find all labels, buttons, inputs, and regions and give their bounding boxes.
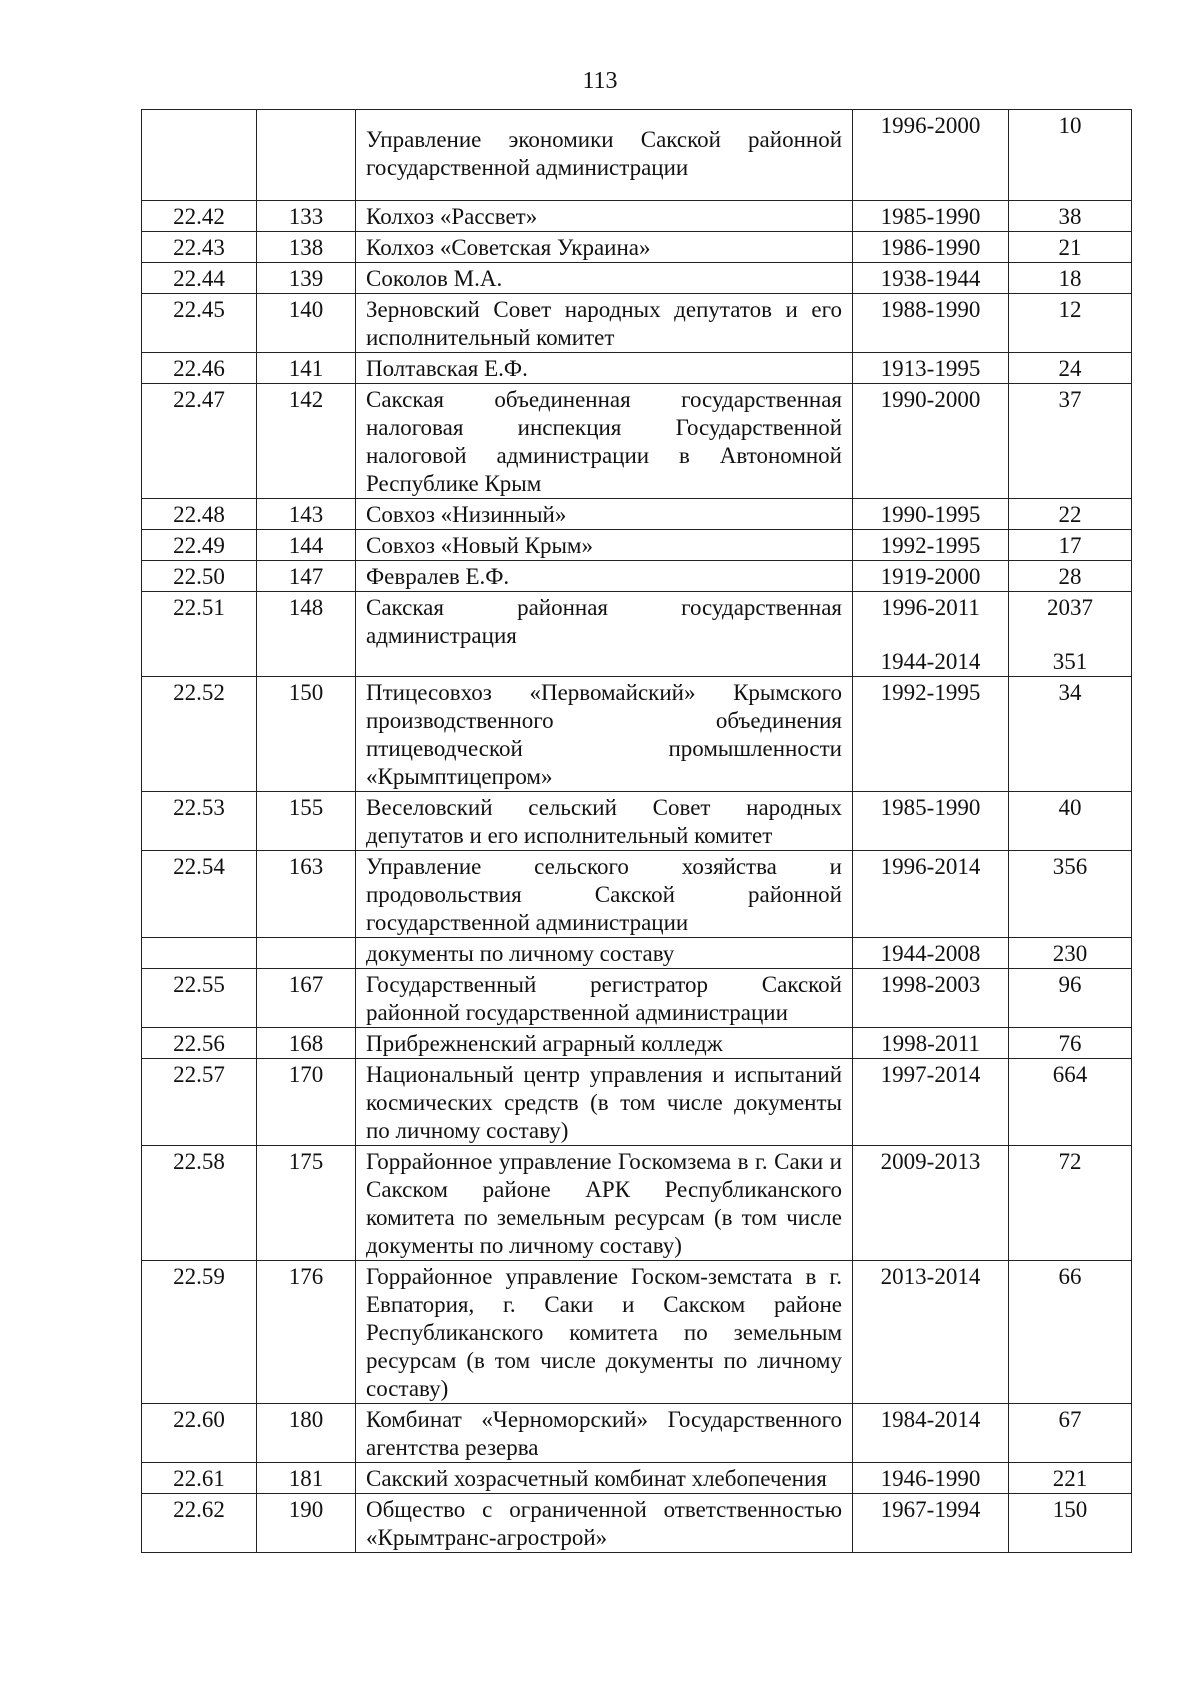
fund-title: Сакский хозрасчетный комбинат хлебопечения (356, 1463, 853, 1494)
date-range-cell (853, 592, 1009, 677)
fund-title: Зерновский Совет народных депутатов и его исполнительный комитет (356, 294, 853, 353)
row-number: 22.45 (142, 294, 257, 353)
date-range-cell (853, 263, 1009, 294)
table-row (142, 263, 1132, 294)
volume-count-cell (1009, 232, 1132, 263)
volume-count: 72 (1058, 1149, 1082, 1174)
fund-title: Сакская объединенная государственная налоговая инспекция Государственной налоговой администрации в Автономной Республике Крым (356, 384, 853, 499)
row-number: 22.43 (142, 232, 257, 263)
date-range: 1992-1995 (880, 533, 981, 558)
volume-count-cell (1009, 677, 1132, 792)
fund-number (257, 110, 356, 201)
row-number: 22.54 (142, 851, 257, 938)
fund-number (257, 938, 356, 969)
fund-number: 148 (257, 592, 356, 677)
fund-title: документы по личному составу (356, 938, 853, 969)
volume-count-cell (1009, 530, 1132, 561)
fund-title: Управление сельского хозяйства и продовольствия Сакской районной государственной администрации (356, 851, 853, 938)
date-range: 1996-2000 (880, 113, 981, 138)
date-range: 2009-2013 (880, 1149, 981, 1174)
row-number: 22.48 (142, 499, 257, 530)
volume-count-cell (1009, 969, 1132, 1028)
table-row (142, 294, 1132, 353)
volume-count: 351 (1052, 649, 1088, 674)
date-range-cell (853, 499, 1009, 530)
volume-count-cell (1009, 851, 1132, 938)
volume-count: 96 (1058, 972, 1082, 997)
fund-title: Комбинат «Черноморский» Государственного агентства резерва (356, 1404, 853, 1463)
fund-number: 139 (257, 263, 356, 294)
date-range: 1996-2011 (881, 595, 980, 620)
volume-count-cell (1009, 1463, 1132, 1494)
volume-count: 34 (1058, 680, 1082, 705)
date-range-cell (853, 792, 1009, 851)
volume-count-cell (1009, 792, 1132, 851)
volume-count: 12 (1058, 297, 1082, 322)
date-range-cell (853, 969, 1009, 1028)
fund-number: 144 (257, 530, 356, 561)
fund-title: Горрайонное управление Госкомзема в г. Саки и Сакском районе АРК Республиканского комитета по земельным ресурсам (в том числе документы по личному составу) (356, 1146, 853, 1261)
date-range: 1992-1995 (880, 680, 981, 705)
date-range-cell (853, 1059, 1009, 1146)
volume-count-cell (1009, 353, 1132, 384)
date-range: 1985-1990 (880, 204, 981, 229)
table-row (142, 592, 1132, 677)
volume-count: 18 (1058, 266, 1082, 291)
fund-title: Февралев Е.Ф. (356, 561, 853, 592)
row-number (142, 938, 257, 969)
table-row (142, 969, 1132, 1028)
row-number: 22.42 (142, 201, 257, 232)
volume-count-cell (1009, 1028, 1132, 1059)
date-range: 1913-1995 (880, 356, 981, 381)
date-range: 1998-2011 (881, 1031, 980, 1056)
volume-count-cell (1009, 938, 1132, 969)
table-row (142, 201, 1132, 232)
fund-title: Управление экономики Сакской районной государственной администрации (356, 110, 853, 201)
volume-count-cell (1009, 384, 1132, 499)
volume-count: 150 (1052, 1497, 1088, 1522)
date-range-cell (853, 851, 1009, 938)
row-number: 22.49 (142, 530, 257, 561)
date-range: 1988-1990 (880, 297, 981, 322)
table-row (142, 530, 1132, 561)
date-range: 1990-1995 (880, 502, 981, 527)
fund-title: Соколов М.А. (356, 263, 853, 294)
table-row (142, 1463, 1132, 1494)
fund-number: 141 (257, 353, 356, 384)
fund-number: 170 (257, 1059, 356, 1146)
volume-count: 221 (1052, 1466, 1088, 1491)
date-range: 1967-1994 (880, 1497, 981, 1522)
date-range: 2013-2014 (880, 1264, 981, 1289)
date-range: 1984-2014 (880, 1407, 981, 1432)
date-range-cell (853, 1463, 1009, 1494)
fund-title: Горрайонное управление Госком-земстата в г. Евпатория, г. Саки и Сакском районе Республиканского комитета по земельным ресурсам (в том числе документы по личному составу) (356, 1261, 853, 1404)
row-number: 22.51 (142, 592, 257, 677)
fund-title: Веселовский сельский Совет народных депутатов и его исполнительный комитет (356, 792, 853, 851)
date-range: 1986-1990 (880, 235, 981, 260)
fund-number: 147 (257, 561, 356, 592)
fund-number: 133 (257, 201, 356, 232)
row-number: 22.44 (142, 263, 257, 294)
date-range: 1938-1944 (880, 266, 981, 291)
row-number: 22.46 (142, 353, 257, 384)
fund-title: Птицесовхоз «Первомайский» Крымского производственного объединения птицеводческой промышленности «Крымптицепром» (356, 677, 853, 792)
volume-count-cell (1009, 201, 1132, 232)
volume-count-cell (1009, 592, 1132, 677)
fund-title: Совхоз «Низинный» (356, 499, 853, 530)
fund-title: Полтавская Е.Ф. (356, 353, 853, 384)
date-range-cell (853, 232, 1009, 263)
volume-count: 38 (1058, 204, 1082, 229)
volume-count: 17 (1058, 533, 1082, 558)
table-row (142, 1404, 1132, 1463)
date-range-cell (853, 1146, 1009, 1261)
fund-title: Совхоз «Новый Крым» (356, 530, 853, 561)
fund-number: 140 (257, 294, 356, 353)
date-range: 1946-1990 (880, 1466, 981, 1491)
row-number: 22.61 (142, 1463, 257, 1494)
row-number: 22.52 (142, 677, 257, 792)
date-range-cell (853, 1028, 1009, 1059)
volume-count: 22 (1058, 502, 1082, 527)
date-range: 1919-2000 (880, 564, 981, 589)
date-range-cell (853, 938, 1009, 969)
volume-count: 67 (1058, 1407, 1082, 1432)
date-range-cell (853, 530, 1009, 561)
table-row (142, 792, 1132, 851)
fund-registry-table (141, 109, 1132, 1553)
fund-number: 163 (257, 851, 356, 938)
fund-number: 143 (257, 499, 356, 530)
row-number: 22.47 (142, 384, 257, 499)
volume-count: 37 (1058, 387, 1082, 412)
table-row (142, 353, 1132, 384)
row-number: 22.50 (142, 561, 257, 592)
date-range-cell (853, 384, 1009, 499)
fund-title: Колхоз «Советская Украина» (356, 232, 853, 263)
date-range-cell (853, 353, 1009, 384)
table-row (142, 384, 1132, 499)
date-range-cell (853, 677, 1009, 792)
date-range-cell (853, 1494, 1009, 1553)
volume-count: 40 (1058, 795, 1082, 820)
volume-count: 28 (1058, 564, 1082, 589)
date-range-cell (853, 201, 1009, 232)
volume-count: 24 (1058, 356, 1082, 381)
row-number: 22.60 (142, 1404, 257, 1463)
volume-count-cell (1009, 263, 1132, 294)
table-row (142, 1028, 1132, 1059)
fund-title: Колхоз «Рассвет» (356, 201, 853, 232)
volume-count: 10 (1058, 113, 1082, 138)
fund-number: 168 (257, 1028, 356, 1059)
page-number: 113 (582, 68, 618, 94)
volume-count-cell (1009, 1494, 1132, 1553)
fund-number: 150 (257, 677, 356, 792)
volume-count: 21 (1058, 235, 1082, 260)
date-range-cell (853, 1404, 1009, 1463)
table-row (142, 1059, 1132, 1146)
volume-count-cell (1009, 1059, 1132, 1146)
fund-number: 175 (257, 1146, 356, 1261)
volume-count: 356 (1052, 854, 1088, 879)
row-number (142, 110, 257, 201)
fund-title: Государственный регистратор Сакской районной государственной администрации (356, 969, 853, 1028)
date-range: 1998-2003 (880, 972, 981, 997)
table-row (142, 1494, 1132, 1553)
date-range: 1990-2000 (880, 387, 981, 412)
volume-count-cell (1009, 1146, 1132, 1261)
row-number: 22.57 (142, 1059, 257, 1146)
volume-count-cell (1009, 499, 1132, 530)
table-row (142, 851, 1132, 938)
volume-count: 230 (1052, 941, 1088, 966)
table-row (142, 1261, 1132, 1404)
fund-number: 155 (257, 792, 356, 851)
fund-title: Национальный центр управления и испытаний космических средств (в том числе документы по личному составу) (356, 1059, 853, 1146)
fund-title: Прибрежненский аграрный колледж (356, 1028, 853, 1059)
registry-rows (142, 110, 1132, 1553)
fund-number: 181 (257, 1463, 356, 1494)
fund-number: 176 (257, 1261, 356, 1404)
row-number: 22.55 (142, 969, 257, 1028)
fund-title: Общество с ограниченной ответственностью «Крымтранс-агрострой» (356, 1494, 853, 1553)
table-row (142, 677, 1132, 792)
row-number: 22.53 (142, 792, 257, 851)
volume-count-cell (1009, 1404, 1132, 1463)
date-range: 1997-2014 (880, 1062, 981, 1087)
date-range: 1944-2008 (880, 941, 981, 966)
date-range: 1996-2014 (880, 854, 981, 879)
row-number: 22.62 (142, 1494, 257, 1553)
fund-number: 138 (257, 232, 356, 263)
volume-count: 76 (1058, 1031, 1082, 1056)
volume-count-cell (1009, 110, 1132, 201)
date-range-cell (853, 1261, 1009, 1404)
fund-number: 142 (257, 384, 356, 499)
volume-count-cell (1009, 294, 1132, 353)
volume-count-cell (1009, 1261, 1132, 1404)
row-number: 22.59 (142, 1261, 257, 1404)
date-range-cell (853, 110, 1009, 201)
table-row (142, 561, 1132, 592)
table-row (142, 232, 1132, 263)
fund-number: 190 (257, 1494, 356, 1553)
table-row (142, 938, 1132, 969)
volume-count: 664 (1052, 1062, 1088, 1087)
fund-number: 180 (257, 1404, 356, 1463)
volume-count-cell (1009, 561, 1132, 592)
fund-title: Сакская районная государственная администрация (356, 592, 853, 677)
table-row (142, 110, 1132, 201)
fund-number: 167 (257, 969, 356, 1028)
volume-count: 66 (1058, 1264, 1082, 1289)
date-range: 1944-2014 (880, 649, 981, 674)
row-number: 22.58 (142, 1146, 257, 1261)
row-number: 22.56 (142, 1028, 257, 1059)
table-row (142, 499, 1132, 530)
date-range-cell (853, 294, 1009, 353)
date-range: 1985-1990 (880, 795, 981, 820)
table-row (142, 1146, 1132, 1261)
date-range-cell (853, 561, 1009, 592)
volume-count: 2037 (1047, 595, 1093, 620)
